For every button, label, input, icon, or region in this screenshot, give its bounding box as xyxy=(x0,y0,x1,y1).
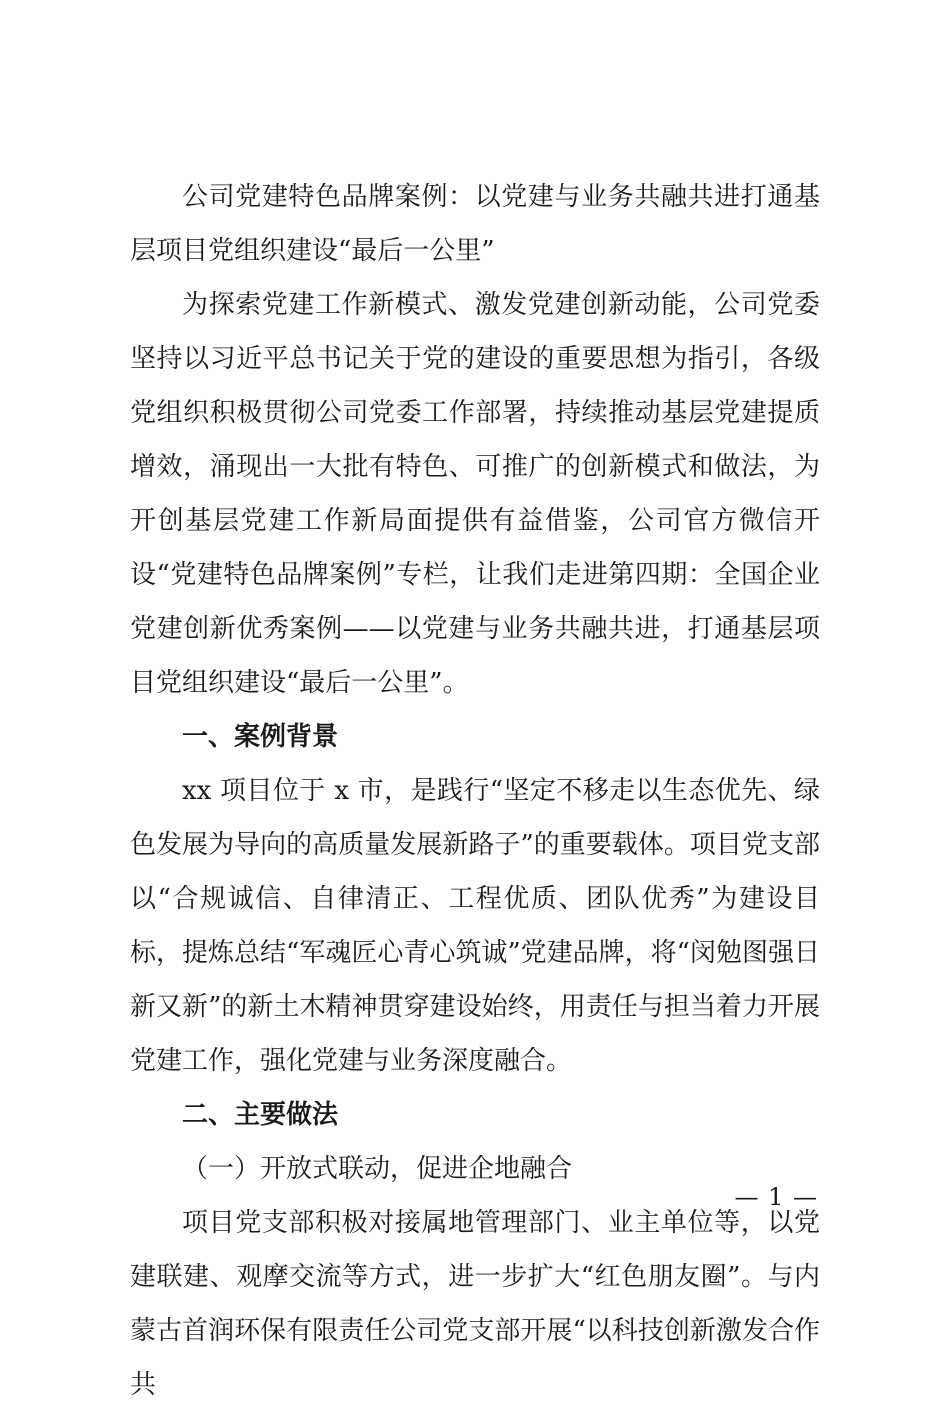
document-body xyxy=(130,170,820,1412)
document-title: 公司党建特色品牌案例：以党建与业务共融共进打通基层项目党组织建设“最后一公里” xyxy=(130,182,820,266)
section-heading-main-practices: 二、主要做法 xyxy=(182,1100,339,1130)
section-heading-background: 一、案例背景 xyxy=(182,722,339,752)
background-paragraph: xx 项目位于 x 市，是践行“坚定不移走以生态优先、绿色发展为导向的高质量发展新路子”的重要载体。项目党支部以“合规诚信、自律清正、工程优质、团队优秀”为建设目标，提炼总结“军魂匠心青心筑诚”党建品牌，将“闵勉图强日新又新”的新土木精神贯穿建设始终，用责任与担当着力开展党建工作，强化党建与业务深度融合。 xyxy=(130,776,820,1076)
subsection-heading-open-linkage: （一）开放式联动，促进企地融合 xyxy=(182,1154,573,1184)
page-number: — 1 — xyxy=(734,1183,818,1211)
open-linkage-paragraph: 项目党支部积极对接属地管理部门、业主单位等，以党建联建、观摩交流等方式，进一步扩大“红色朋友圈”。与内蒙古首润环保有限责任公司党支部开展“以科技创新激发合作共 xyxy=(130,1208,820,1400)
intro-paragraph: 为探索党建工作新模式、激发党建创新动能，公司党委坚持以习近平总书记关于党的建设的重要思想为指引，各级党组织积极贯彻公司党委工作部署，持续推动基层党建提质增效，涌现出一大批有特色、可推广的创新模式和做法，为开创基层党建工作新局面提供有益借鉴，公司官方微信开设“党建特色品牌案例”专栏，让我们走进第四期：全国企业党建创新优秀案例——以党建与业务共融共进，打通基层项目党组织建设“最后一公里”。 xyxy=(130,290,820,698)
